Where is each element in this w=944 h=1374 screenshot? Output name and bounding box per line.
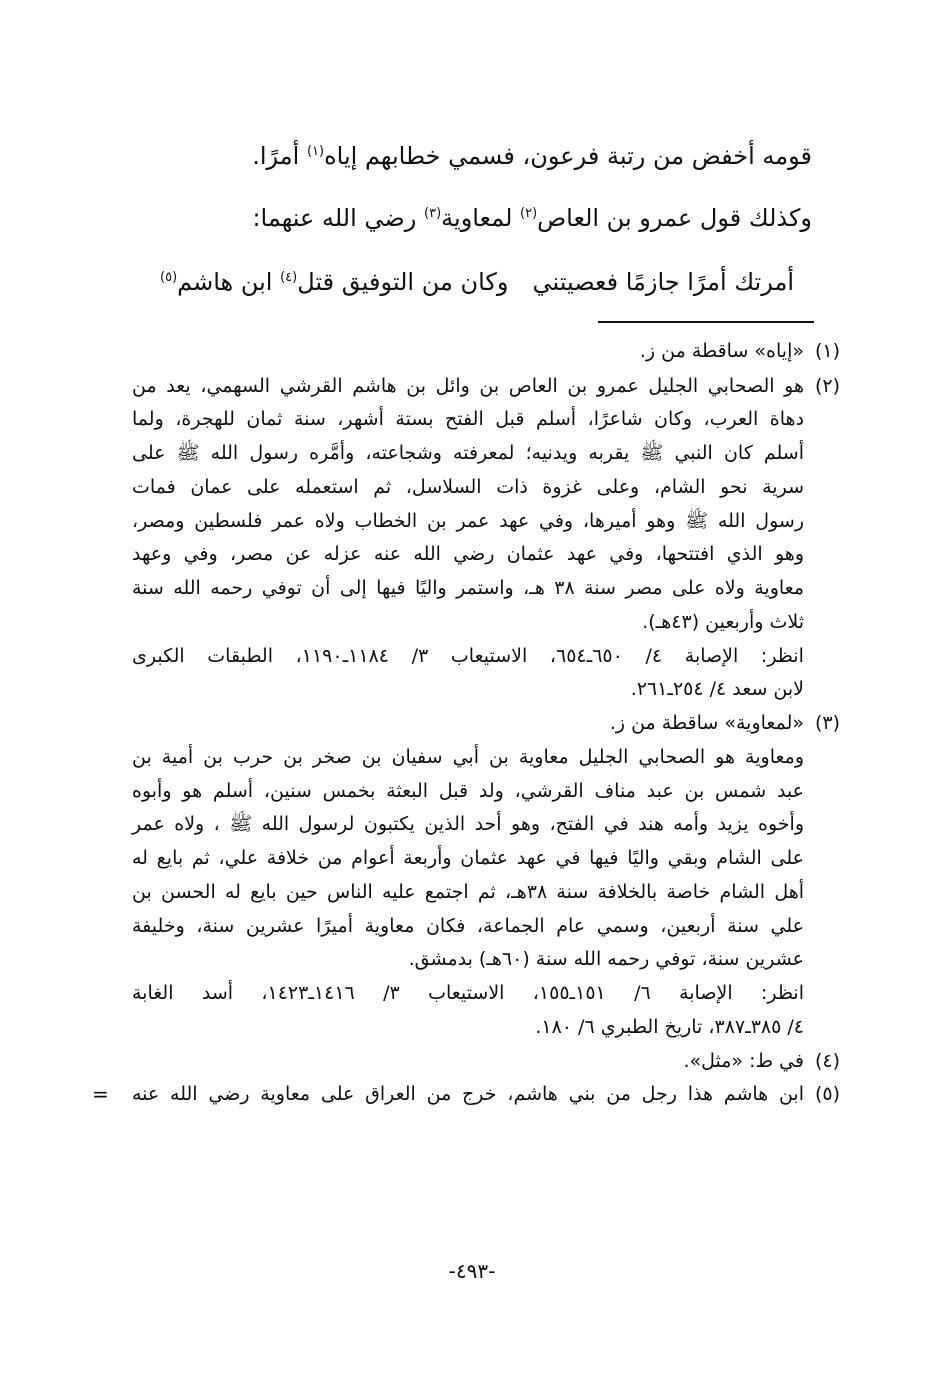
footnote-number-2: (٢) [814, 375, 840, 397]
main-text-line-2: وكذلك قول عمرو بن العاص$^{(٢)}$ لمعاوية$^{(٣)}$ رضي الله عنهما: [252, 204, 812, 232]
footnote-ref-3: (٣) [424, 206, 442, 221]
footnote-ref-1: (١) [306, 144, 325, 159]
footnote-number-1: (١) [814, 340, 840, 362]
footnote-3-line: عشرين سنة، توفي رحمه الله سنة (٦٠هـ) بدمشق. [408, 948, 804, 970]
footnote-2-line: وهو الذي افتتحها، وفي عهد عثمان رضي الله عنه عزله عن مصر، وفي وعهد [132, 543, 804, 565]
main-text-line-1: قومه أخفض من رتبة فرعون، فسمي خطابهم إياه$^{(١)}$ أمرًا. [252, 142, 812, 170]
footnote-3-line: عبد شمس بن عبد مناف القرشي، ولد قبل البعثة بخمس سنين، أسلم هو وأبوه [132, 780, 804, 802]
footnote-separator [598, 321, 814, 323]
verse-first-hemistich: أمرتك أمرًا جازمًا فعصيتني [532, 268, 794, 296]
footnote-2-reference: لابن سعد ٤/ ٢٥٤ـ٢٦١. [630, 678, 804, 700]
footnote-2-line: معاوية ولاه على مصر سنة ٣٨ هـ، واستمر واليًا فيها إلى أن توفي رحمه الله سنة [132, 577, 805, 599]
verse-second-hemistich: وكان من التوفيق قتل$^{(٤)}$ ابن هاشم$^{(٥)}$ [160, 268, 509, 296]
footnote-5-line: ابن هاشم هذا رجل من بني هاشم، خرج من العراق على معاوية رضي الله عنه [132, 1083, 804, 1105]
footnote-number-5: (٥) [814, 1083, 840, 1105]
footnote-ref-2: (٢) [520, 206, 538, 221]
footnote-2-line: أسلم كان النبي ﷺ يقربه ويدنيه؛ لمعرفته وشجاعته، وأمَّره رسول الله ﷺ على [132, 442, 804, 464]
footnote-3-line: «لمعاوية» ساقطة من ز. [609, 712, 804, 734]
footnote-number-3: (٣) [814, 712, 840, 734]
footnote-3-reference: انظر: الإصابة ٦/ ١٥١ـ١٥٥، الاستيعاب ٣/ ١٤١٦ـ١٤٢٣، أسد الغابة [132, 982, 804, 1004]
footnote-ref-5: (٥) [160, 270, 178, 285]
footnote-3-line: علي سنة أربعين، وسمي عام الجماعة، فكان معاوية أميرًا عشرين سنة، وخليفة [132, 915, 804, 937]
page-number: -٤٩٣- [448, 1259, 496, 1283]
footnote-3-line: وأخوه يزيد وأمه هند في الفتح، وهو أحد الذين يكتبون لرسول الله ﷺ ، ولاه عمر [132, 813, 804, 835]
footnote-2-line: هو الصحابي الجليل عمرو بن العاص بن وائل بن هاشم القرشي السهمي، يعد من [132, 375, 804, 397]
footnote-2-line: رسول الله ﷺ وهو أميرها، وفي عهد عمر بن الخطاب ولاه عمر فلسطين ومصر، [132, 510, 804, 532]
footnote-4-line: في ط: «مثل». [683, 1050, 804, 1072]
footnote-2-line: سرية نحو الشام، وعلى غزوة ذات السلاسل، ثم استعمله على عمان فمات [132, 476, 804, 498]
footnote-3-line: ومعاوية هو الصحابي الجليل معاوية بن أبي سفيان بن صخر بن حرب بن أمية بن [132, 746, 804, 768]
footnote-3-line: أهل الشام خاصة بالخلافة سنة ٣٨هـ، ثم اجتمع عليه الناس حين بايع له الحسن بن [132, 881, 804, 903]
footnote-1-line: «إياه» ساقطة من ز. [639, 340, 804, 362]
continuation-mark: = [92, 1082, 109, 1106]
footnote-number-4: (٤) [814, 1050, 840, 1072]
footnote-2-reference: انظر: الإصابة ٤/ ٦٥٠ـ٦٥٤، الاستيعاب ٣/ ١١٨٤ـ١١٩٠، الطبقات الكبرى [132, 645, 804, 667]
footnote-ref-4: (٤) [280, 270, 298, 285]
footnote-2-line: دهاة العرب، وكان شاعرًا، أسلم قبل الفتح بستة أشهر، سنة ثمان للهجرة، ولما [132, 408, 804, 430]
footnote-3-reference: ٤/ ٣٨٥ـ٣٨٧، تاريخ الطبري ٦/ ١٨٠. [535, 1016, 804, 1038]
footnote-2-line: ثلاث وأربعين (٤٣هـ). [642, 611, 804, 633]
footnote-3-line: على الشام وبقي واليًا فيها في عهد عثمان وأربعة أعوام من خلافة علي، ثم بايع له [132, 847, 804, 869]
